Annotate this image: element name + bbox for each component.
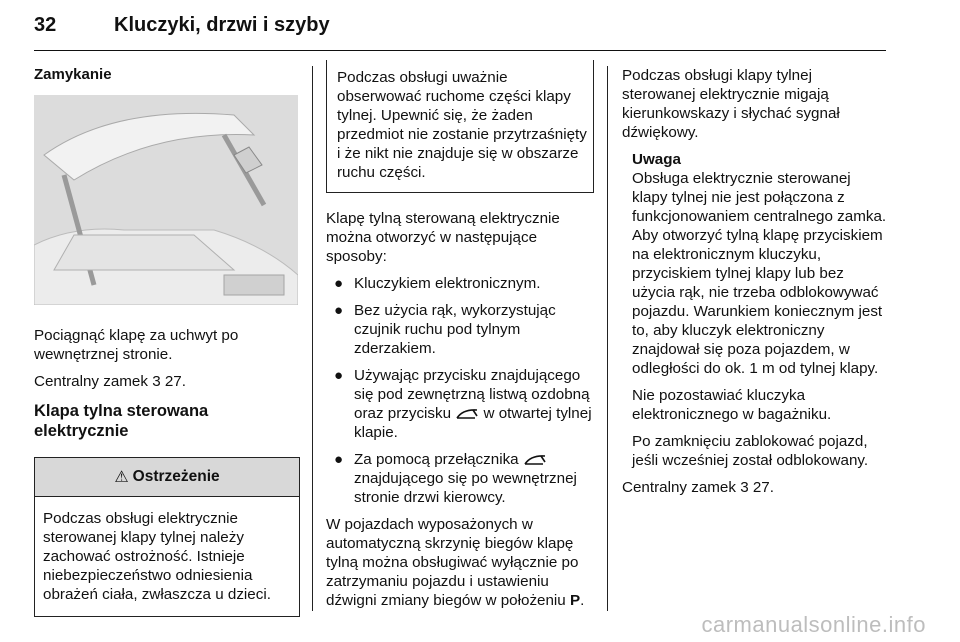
note-block — [632, 150, 888, 470]
list-item: ● Kluczykiem elektronicznym. — [334, 275, 541, 292]
page-reference[interactable]: 3 27. — [152, 373, 186, 390]
right-column — [622, 66, 888, 497]
middle-column — [326, 66, 594, 610]
left-column — [34, 60, 300, 617]
bullet-icon: ● — [334, 451, 344, 468]
section-title-closing: Zamykanie — [34, 66, 112, 83]
watermark: carmanualsonline.info — [701, 612, 926, 637]
bullet-icon: ● — [334, 302, 344, 319]
gear-position: P — [570, 592, 581, 609]
warning-body — [35, 497, 299, 616]
page-header — [34, 14, 886, 51]
warning-text: Podczas obsługi elektrycznie sterowanej klapy tylnej należy zachować ostrożność. Istnieje niebezpieczeństwo odniesienia obrażeń ciała, zwłaszcza u dzieci. — [43, 510, 271, 603]
central-lock-reference-2: Centralny zamek 3 27. — [622, 479, 774, 496]
warning-continuation-box — [326, 60, 594, 193]
opening-methods-intro: Klapę tylną sterowaną elektrycznie można otworzyć w następujące sposoby: — [326, 210, 560, 265]
pull-handle-text: Pociągnąć klapę za uchwyt po wewnętrznej stronie. — [34, 327, 239, 363]
indicator-signal-text: Podczas obsługi klapy tylnej sterowanej elektrycznie migają kierunkowskazy i słychać sygnał dźwiękowy. — [622, 67, 840, 141]
list-item: ● Za pomocą przełącznika znajdującego się po wewnętrznej stronie drzwi kierowcy. — [334, 451, 577, 506]
central-lock-label: Centralny zamek — [34, 373, 148, 390]
tailgate-icon — [523, 453, 547, 467]
opening-methods-list — [326, 274, 594, 507]
note-text-3: Po zamknięciu zablokować pojazd, jeśli wcześniej został odblokowany. — [632, 433, 869, 469]
warning-title: Ostrzeżenie — [132, 468, 220, 485]
tailgate-icon — [455, 407, 479, 421]
note-text: Obsługa elektrycznie sterowanej klapy tylnej nie jest połączona z funkcjonowaniem centralnego zamka. Aby otworzyć tylną klapę przyciskiem na elektronicznym kluczyku, przyciskiem tylnej klapy lub bez użycia rąk, nie trzeba odblokowywać pojazdu. Warunkiem koniecznym jest to, aby kluczyk elektroniczny znajdował się poza pojazdem, w odległości do ok. 1 m od tylnej klapy. — [632, 170, 887, 377]
tailgate-illustration — [34, 95, 298, 305]
column-divider-1 — [312, 66, 313, 611]
warning-header — [35, 458, 299, 497]
chapter-title: Kluczyki, drzwi i szyby — [114, 14, 330, 36]
list-item: ● Bez użycia rąk, wykorzystując czujnik ruchu pod tylnym zderzakiem. — [334, 302, 556, 357]
column-divider-2 — [607, 66, 608, 611]
bullet-icon: ● — [334, 367, 344, 384]
section-title-power-tailgate: Klapa tylna sterowana elektrycznie — [34, 402, 209, 440]
page-number: 32 — [34, 14, 57, 36]
warning-box — [34, 457, 300, 617]
automatic-transmission-text: W pojazdach wyposażonych w automatyczną skrzynię biegów klapę tylną można obsługiwać wyłącznie po zatrzymaniu pojazdu i ustawieniu dźwigni zmiany biegów w położeniu P. — [326, 516, 585, 609]
bullet-icon: ● — [334, 275, 344, 292]
warning-triangle-icon: ⚠ — [114, 469, 129, 486]
list-item: ● Używając przycisku znajdującego się pod zewnętrzną listwą ozdobną oraz przycisku w otwartej tylnej klapie. — [334, 367, 592, 441]
central-lock-reference — [34, 372, 300, 391]
note-title: Uwaga — [632, 151, 681, 168]
note-text-2: Nie pozostawiać kluczyka elektronicznego w bagażniku. — [632, 387, 832, 423]
page-reference[interactable]: 3 27. — [740, 479, 774, 496]
warning-continuation-text: Podczas obsługi uważnie obserwować ruchome części klapy tylnej. Upewnić się, że żaden przedmiot nie zostanie przytrzaśnięty i że nikt nie znajduje się w obszarze ruchu części. — [337, 69, 587, 181]
